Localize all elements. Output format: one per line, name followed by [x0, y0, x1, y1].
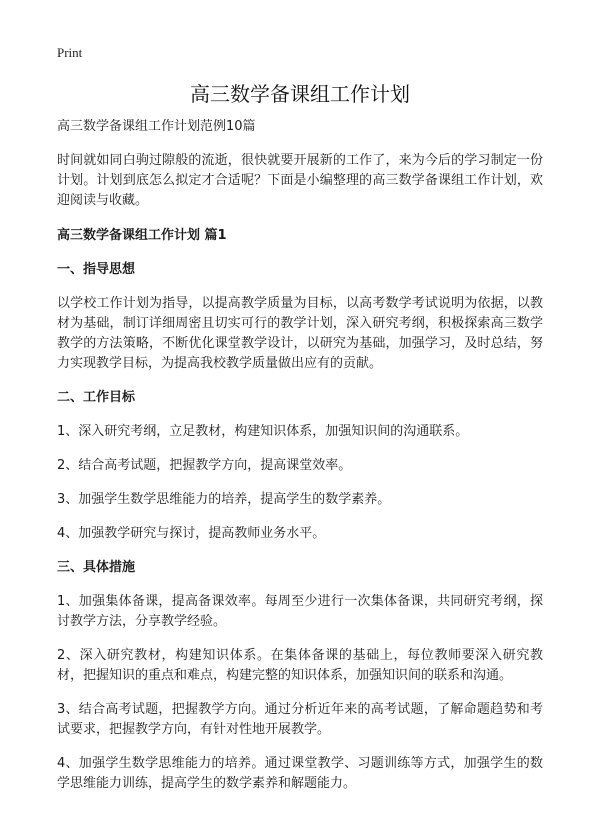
part3-list [57, 592, 543, 794]
list-item: 1、深入研究考纲，立足教材，构建知识体系，加强知识间的沟通联系。 [57, 424, 469, 439]
list-item: 4、加强教学研究与探讨，提高教师业务水平。 [57, 526, 326, 541]
part2-heading: 二、工作目标 [57, 390, 136, 405]
part3-heading: 三、具体措施 [57, 560, 136, 575]
list-item: 4、加强学生数学思维能力的培养。通过课堂教学、习题训练等方式，加强学生的数学思维能力训练，提高学生的数学素养和解题能力。 [57, 756, 543, 791]
page-title: 高三数学备课组工作计划 [190, 82, 410, 106]
list-item: 2、深入研究教材，构建知识体系。在集体备课的基础上，每位教师要深入研究教材，把握知识的重点和难点，构建完整的知识体系，加强知识间的联系和沟通。 [57, 648, 543, 683]
print-link[interactable]: Print [57, 45, 83, 60]
list-item: 3、加强学生数学思维能力的培养，提高学生的数学素养。 [57, 492, 391, 507]
document-body [57, 117, 543, 794]
intro-paragraph: 时间就如同白驹过隙般的流逝，很快就要开展新的工作了，来为今后的学习制定一份计划。计划到底怎么拟定才合适呢？下面是小编整理的高三数学备课组工作计划，欢迎阅读与收藏。 [57, 153, 543, 208]
list-item: 2、结合高考试题，把握教学方向，提高课堂效率。 [57, 458, 352, 473]
part1-paragraph: 以学校工作计划为指导，以提高教学质量为目标，以高考数学考试说明为依据，以教材为基础，制订详细周密且切实可行的教学计划，深入研究考纲，积极探索高三数学教学的方法策略，不断优化课堂教学设计，以研究为基础，加强学习，及时总结，努力实现教学目标，为提高我校教学质量做出应有的贡献。 [57, 296, 543, 371]
list-item: 1、加强集体备课，提高备课效率。每周至少进行一次集体备课，共同研究考纲，探讨教学方法，分享教学经验。 [57, 594, 543, 629]
part2-list [57, 422, 543, 544]
part1-heading: 一、指导思想 [57, 262, 136, 277]
list-item: 3、结合高考试题，把握教学方向。通过分析近年来的高考试题，了解命题趋势和考试要求，把握教学方向，有针对性地开展教学。 [57, 702, 543, 737]
document-subtitle: 高三数学备课组工作计划范例10篇 [57, 119, 256, 134]
section-heading: 高三数学备课组工作计划 篇1 [57, 228, 227, 243]
